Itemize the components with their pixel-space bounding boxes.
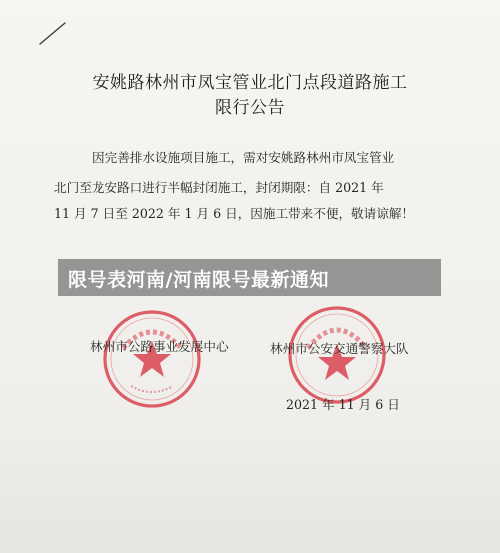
banner-title: 限号表河南/河南限号最新通知 xyxy=(68,269,329,291)
signer-road-center: 林州市公路事业发展中心 xyxy=(90,339,229,354)
road-center-seal xyxy=(101,308,203,410)
notice-title-line1: 安姚路林州市凤宝管业北门点段道路施工 xyxy=(92,73,408,93)
notice-body-line1: 因完善排水设施项目施工，需对安姚路林州市凤宝管业 xyxy=(92,150,395,165)
headline-banner[interactable] xyxy=(58,259,441,296)
pen-stroke-mark xyxy=(38,20,68,46)
paper-shadow xyxy=(0,430,500,553)
notice-body-line2: 北门至龙安路口进行半幅封闭施工，封闭期限：自 2021 年 xyxy=(54,180,384,195)
notice-body-line3: 11 月 7 日至 2022 年 1 月 6 日，因施工带来不便，敬请谅解！ xyxy=(54,206,415,221)
notice-date: 2021 年 11 月 6 日 xyxy=(286,397,400,412)
signer-traffic-police: 林州市公安交通警察大队 xyxy=(270,341,409,356)
notice-title-line2: 限行公告 xyxy=(215,98,285,118)
